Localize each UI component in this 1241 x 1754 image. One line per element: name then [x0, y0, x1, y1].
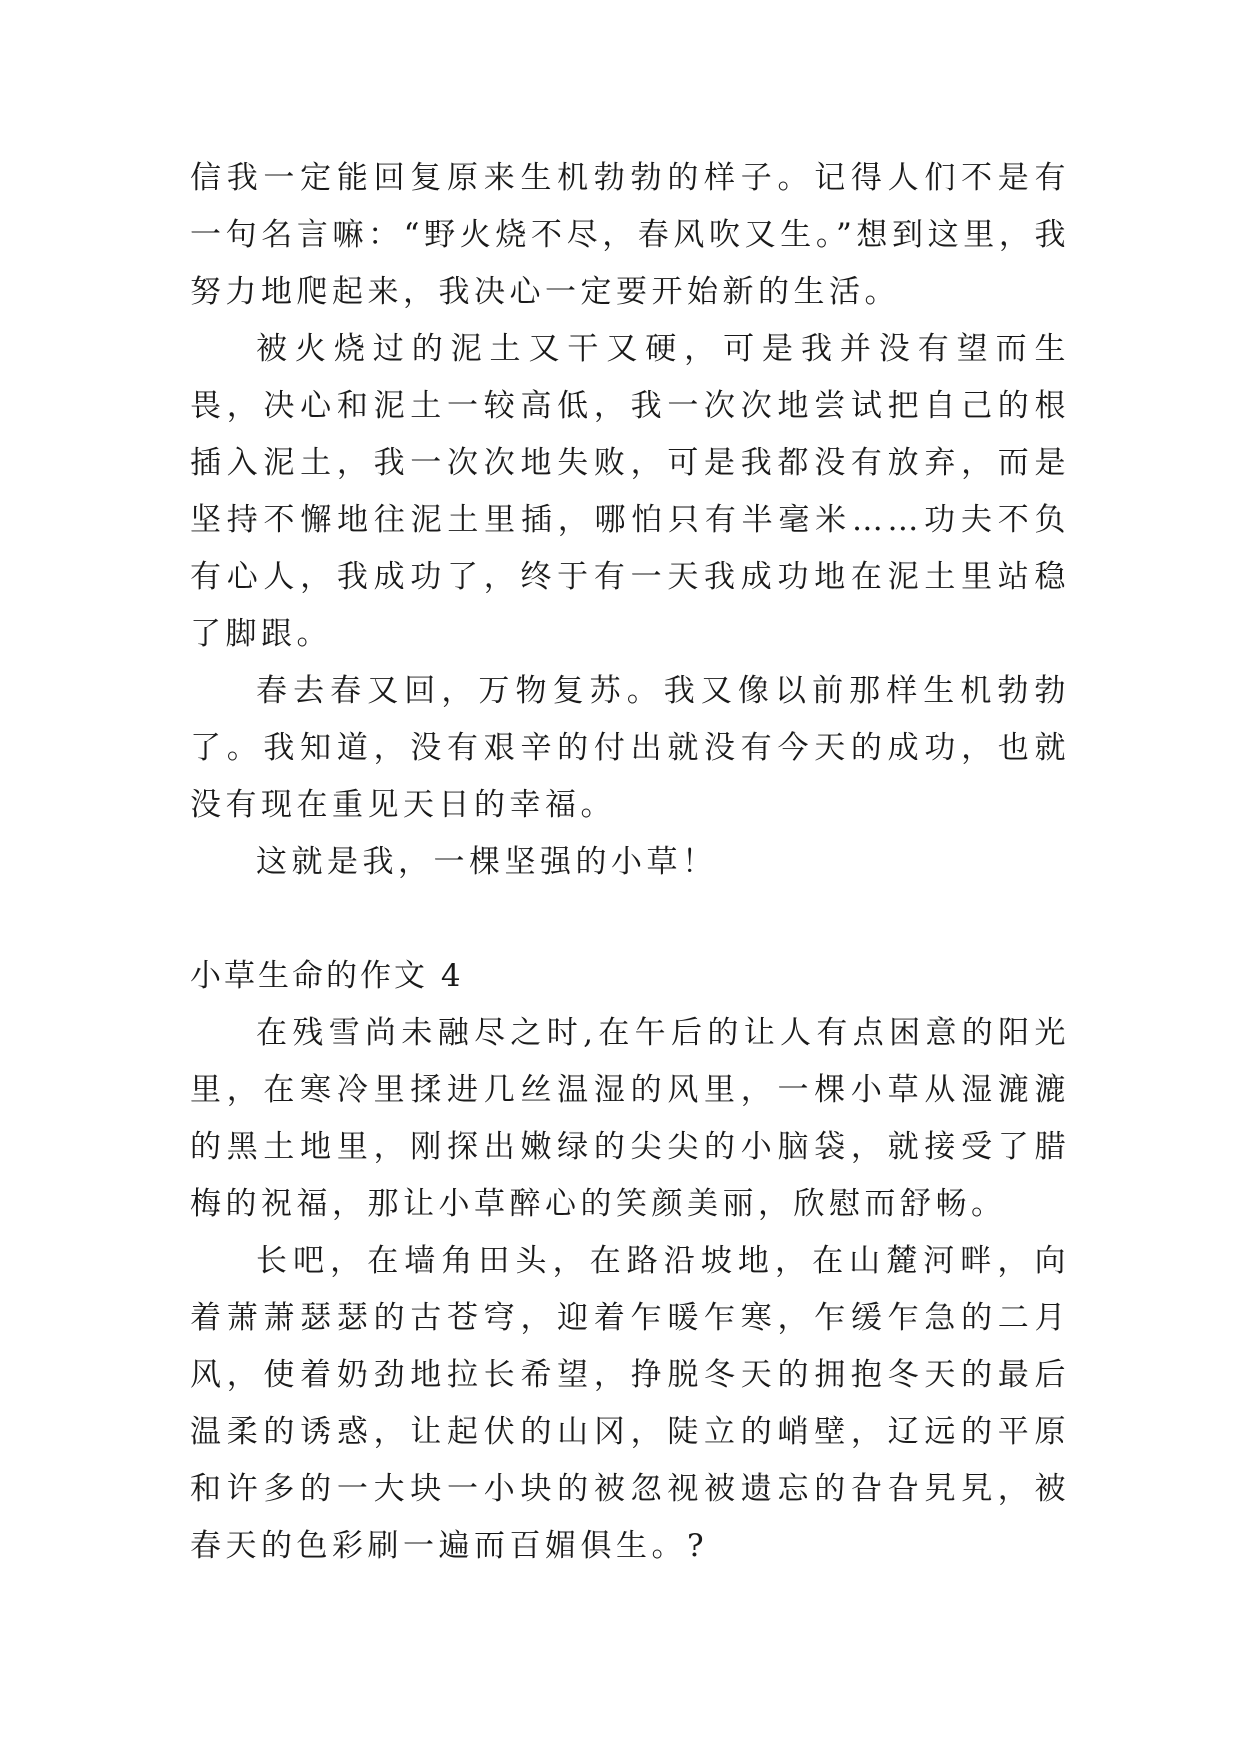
paragraph-2: 被火烧过的泥土又干又硬，可是我并没有望而生畏，决心和泥土一较高低，我一次次地尝试把自己的根插入泥土，我一次次地失败，可是我都没有放弃，而是坚持不懈地往泥土里插，哪怕只有半毫米……功夫不负有心人，我成功了，终于有一天我成功地在泥土里站稳了脚跟。: [190, 331, 1070, 652]
section-spacer: [190, 891, 1070, 948]
paragraph-3: 春去春又回，万物复苏。我又像以前那样生机勃勃了。我知道，没有艰辛的付出就没有今天的成功，也就没有现在重见天日的幸福。: [190, 673, 1070, 823]
paragraph-5: 在残雪尚未融尽之时,在午后的让人有点困意的阳光里，在寒冷里揉进几丝温湿的风里，一棵小草从湿漉漉的黑土地里，刚探出嫩绿的尖尖的小脑袋，就接受了腊梅的祝福，那让小草醉心的笑颜美丽，欣慰而舒畅。: [190, 1015, 1070, 1222]
paragraph-4: 这就是我，一棵坚强的小草！: [256, 844, 718, 880]
paragraph-6: 长吧，在墙角田头，在路沿坡地，在山麓河畔，向着萧萧瑟瑟的古苍穹，迎着乍暖乍寒，乍缓乍急的二月风，使着奶劲地拉长希望，挣脱冬天的拥抱冬天的最后温柔的诱惑，让起伏的山冈，陡立的峭壁，辽远的平原和许多的一大块一小块的被忽视被遗忘的旮旮旯旯，被春天的色彩刷一遍而百媚俱生。?: [190, 1243, 1070, 1564]
document-body: [190, 150, 1070, 1575]
section-title: 小草生命的作文 4: [190, 958, 464, 994]
paragraph-1: 信我一定能回复原来生机勃勃的样子。记得人们不是有一句名言嘛：“野火烧不尽，春风吹又生。”想到这里，我努力地爬起来，我决心一定要开始新的生活。: [190, 160, 1070, 310]
